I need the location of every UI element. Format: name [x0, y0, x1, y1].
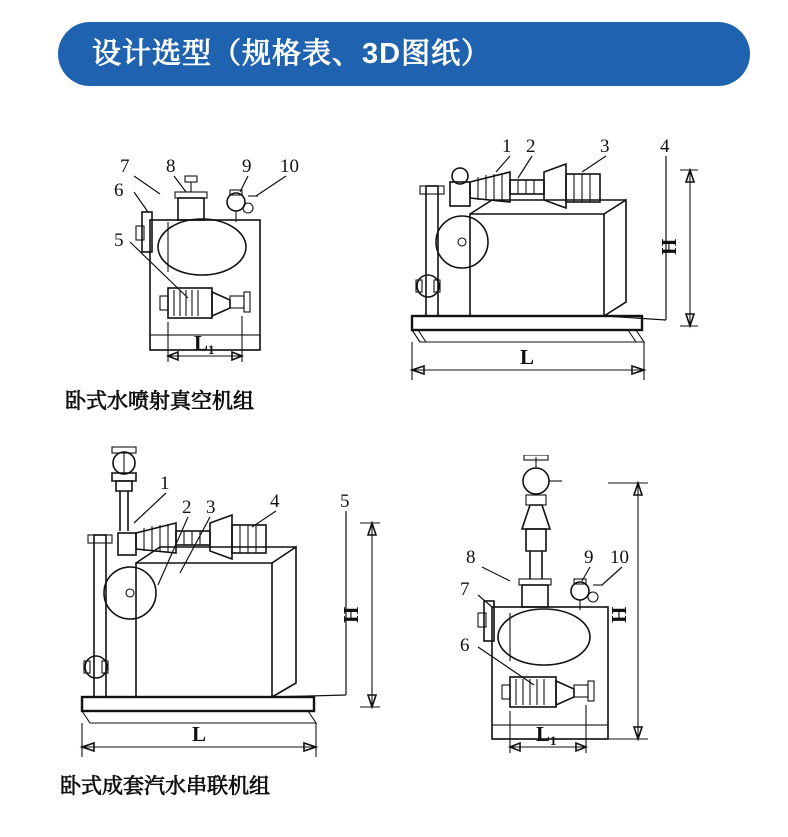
- callout-7: 7: [460, 579, 470, 600]
- callout-8: 8: [166, 156, 176, 177]
- callout-2: 2: [526, 136, 536, 157]
- dimension-label-H: H: [657, 238, 681, 255]
- dimension-H: [657, 170, 698, 326]
- dimension-H: [607, 483, 648, 739]
- dimension-L: [82, 722, 316, 757]
- callout-leaders: [134, 493, 346, 697]
- dimension-L1: [168, 316, 242, 362]
- figure-caption-top-left: 卧式水喷射真空机组: [65, 390, 254, 413]
- callout-2: 2: [182, 497, 192, 518]
- dimension-sub-1: 1: [550, 733, 557, 748]
- machine-outline-side: [82, 447, 316, 723]
- callout-3: 3: [206, 497, 216, 518]
- callout-leaders: [130, 176, 286, 298]
- dimension-label-L: L: [536, 722, 551, 746]
- section-banner: [58, 22, 750, 86]
- callout-1: 1: [160, 473, 170, 494]
- callout-6: 6: [114, 180, 124, 201]
- dimension-L: [412, 342, 644, 380]
- dimension-L1: [510, 705, 586, 753]
- drawing-bottom-right-front-view: [430, 455, 730, 785]
- callout-7: 7: [120, 156, 130, 177]
- callout-4: 4: [660, 136, 670, 157]
- callout-4: 4: [270, 491, 280, 512]
- callout-5: 5: [114, 230, 124, 251]
- dimension-label-H: H: [607, 606, 631, 623]
- dimension-H: [339, 523, 380, 707]
- drawing-top-left-front-view: [90, 130, 350, 370]
- callout-3: 3: [600, 136, 610, 157]
- callout-10: 10: [280, 156, 299, 177]
- dimension-label-L: L: [194, 331, 209, 355]
- callout-9: 9: [584, 547, 594, 568]
- figure-top-left: [65, 130, 350, 413]
- figure-bottom-right: [430, 455, 730, 785]
- dimension-sub-1: 1: [208, 342, 215, 357]
- dimension-label-L: L: [192, 722, 207, 746]
- drawing-top-right-side-view: [390, 130, 720, 390]
- callout-8: 8: [466, 547, 476, 568]
- page-title: 设计选型（规格表、3D图纸）: [92, 37, 492, 70]
- callout-10: 10: [610, 547, 629, 568]
- callout-5: 5: [340, 491, 350, 512]
- machine-outline-front: [478, 455, 608, 739]
- callout-9: 9: [242, 156, 252, 177]
- figure-top-right: [390, 130, 720, 390]
- figure-bottom-left: [60, 445, 410, 798]
- drawing-bottom-left-side-view: [60, 445, 410, 765]
- callout-1: 1: [502, 136, 512, 157]
- callout-6: 6: [460, 635, 470, 656]
- dimension-label-L: L: [520, 345, 535, 369]
- dimension-label-H: H: [339, 606, 363, 623]
- figure-caption-bottom-left: 卧式成套汽水串联机组: [60, 775, 270, 798]
- machine-outline-front: [136, 176, 260, 350]
- machine-outline-side: [412, 164, 644, 342]
